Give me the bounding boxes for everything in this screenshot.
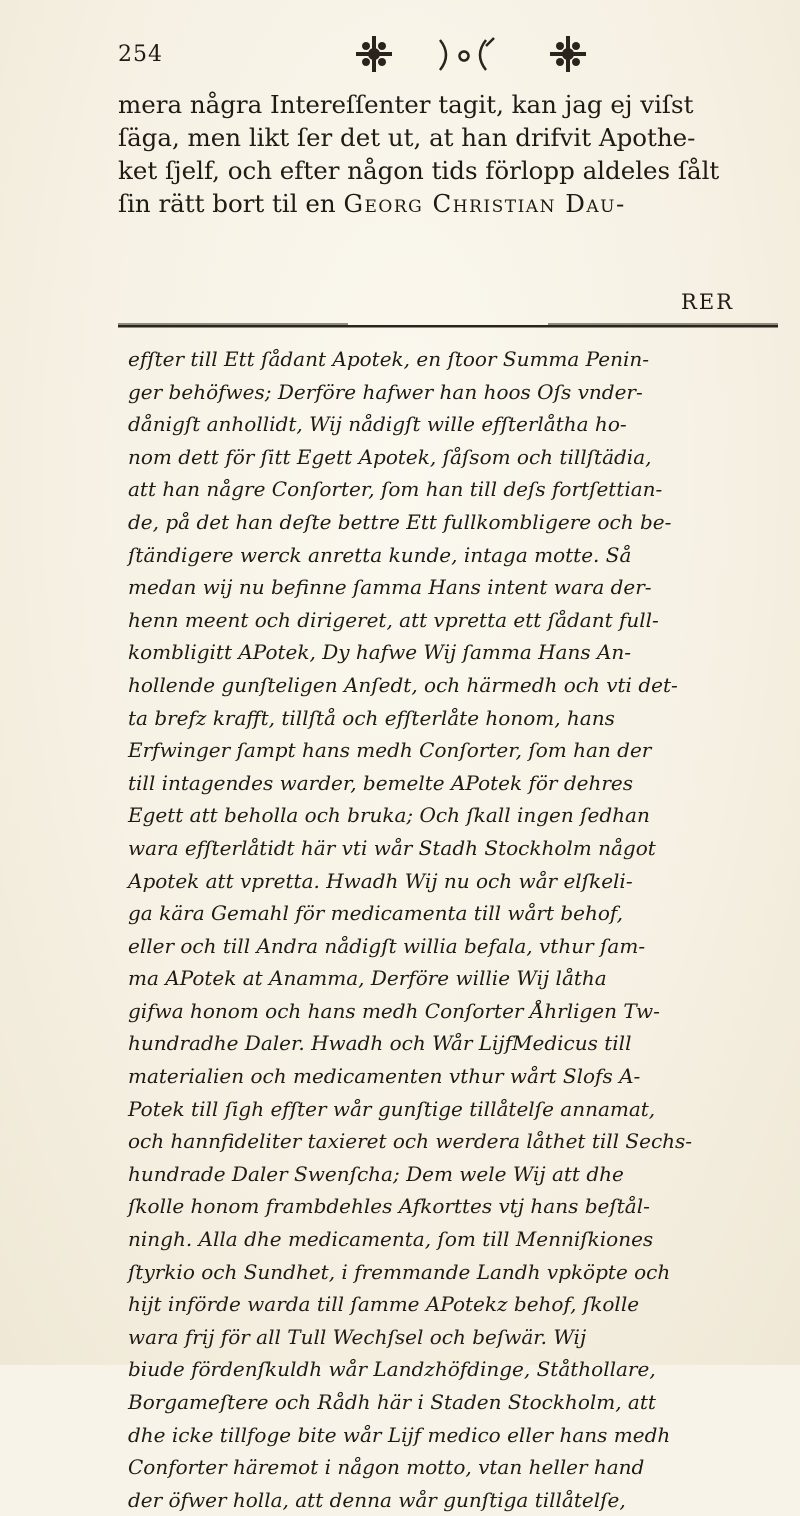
paren-ornament-icon [440, 38, 494, 70]
text-line: materialien och medicamenten vthur wårt Slofs A- [128, 1064, 641, 1089]
text-line: efſter till Ett ſådant Apotek, en ſtoor Summa Penin- [128, 347, 649, 371]
text-line: ga kära Gemahl för medicamenta till wårt behof, [128, 901, 623, 926]
person-name: Georg Christian Dau- [343, 189, 626, 218]
italic-text-block [128, 343, 768, 1516]
text-line: der öfwer holla, att denna wår gunſtiga tillåtelſe, [128, 1487, 626, 1512]
text-line: eller och till Andra nådigſt willia befala, vthur ſam- [128, 933, 646, 958]
text-line: att han någre Conſorter, ſom han till deſs fortſettian- [128, 477, 663, 502]
text-line: hijt införde warda till ſamme APotekz behof, ſkolle [128, 1292, 640, 1317]
text-line: hundrade Daler Swenſcha; Dem wele Wij att dhe [128, 1161, 624, 1186]
text-line: till intagendes warder, bemelte APotek för dehres [128, 770, 634, 795]
header-ornament [354, 34, 594, 76]
text-line: ſkolle honom frambdehles Afkorttes vtj hans beſtål- [128, 1194, 650, 1219]
upright-text-block [118, 88, 758, 220]
text-line: dånigſt anhollidt, Wij nådigſt wille efſterlåtha ho- [128, 412, 627, 437]
page-header [118, 34, 698, 78]
text-line: Erfwinger ſampt hans medh Conſorter, ſom han der [128, 738, 652, 763]
catchword: RER [681, 290, 734, 314]
text-line: mera några Intereſſenter tagit, kan jag ej viſst [118, 90, 694, 119]
text-line: ta brefz krafft, tillſtå och efſterlåte honom, hans [128, 705, 615, 730]
text-line: ger behöfwes; Derföre hafwer han hoos Oſs vnder- [128, 379, 643, 404]
text-line [118, 187, 758, 220]
text-fragment: ſin rätt bort til en [118, 189, 336, 218]
text-line: biude fördenſkuldh wår Landzhöfdinge, Ståthollare, [128, 1357, 656, 1382]
text-line: Potek till ſigh efſter wår gunſtige tillåtelſe annamat, [128, 1096, 656, 1121]
text-line: henn meent och dirigeret, att vpretta ett ſådant full- [128, 607, 659, 632]
text-line: ſäga, men likt ſer det ut, at han drifvit Apothe- [118, 123, 696, 152]
text-line: Egett att beholla och bruka; Och ſkall ingen ſedhan [128, 803, 650, 828]
text-line: ſtändigere werck anretta kunde, intaga motte. Så [128, 542, 632, 567]
text-line: Borgameſtere och Rådh här i Staden Stockholm, att [128, 1390, 656, 1414]
text-line: medan wij nu befinne ſamma Hans intent wara der- [128, 575, 652, 600]
text-line: gifwa honom och hans medh Conſorter Åhrligen Tw- [128, 998, 660, 1023]
text-line: hundradhe Daler. Hwadh och Wår LijfMedicus till [128, 1031, 632, 1056]
text-line: dhe icke tillfoge bite wår Lijf medico eller hans medh [128, 1422, 671, 1447]
section-rule [118, 322, 778, 330]
text-line: och hannfideliter taxieret och werdera låthet till Sechs- [128, 1129, 693, 1154]
text-line: ma APotek at Anamma, Derföre willie Wij låtha [128, 966, 607, 991]
text-line: Apotek att vpretta. Hwadh Wij nu och wår elſkeli- [128, 868, 633, 893]
text-line: de, på det han deſte bettre Ett fullkombligere och be- [128, 509, 672, 534]
floral-ornament-icon [550, 36, 586, 72]
text-line: hollende gunſteligen Anſedt, och härmedh och vti det- [128, 672, 678, 697]
text-line: Conforter häremot i någon motto, vtan heller hand [128, 1455, 645, 1480]
text-line: wara efſterlåtidt här vti wår Stadh Stockholm något [128, 835, 656, 860]
text-line: ningh. Alla dhe medicamenta, ſom till Menniſkiones [128, 1227, 654, 1252]
text-line: ſtyrkio och Sundhet, i fremmande Landh vpköpte och [128, 1259, 671, 1284]
text-line: nom dett för ſitt Egett Apotek, ſåſsom och tillſtädia, [128, 444, 652, 469]
text-line: wara frij för all Tull Wechſsel och beſwär. Wij [128, 1324, 587, 1349]
page-number: 254 [118, 42, 163, 67]
text-line: kombligitt APotek, Dy hafwe Wij ſamma Hans An- [128, 640, 632, 665]
floral-ornament-icon [356, 36, 392, 72]
text-line: ket ſjelf, och efter någon tids förlopp aldeles ſålt [118, 156, 720, 185]
